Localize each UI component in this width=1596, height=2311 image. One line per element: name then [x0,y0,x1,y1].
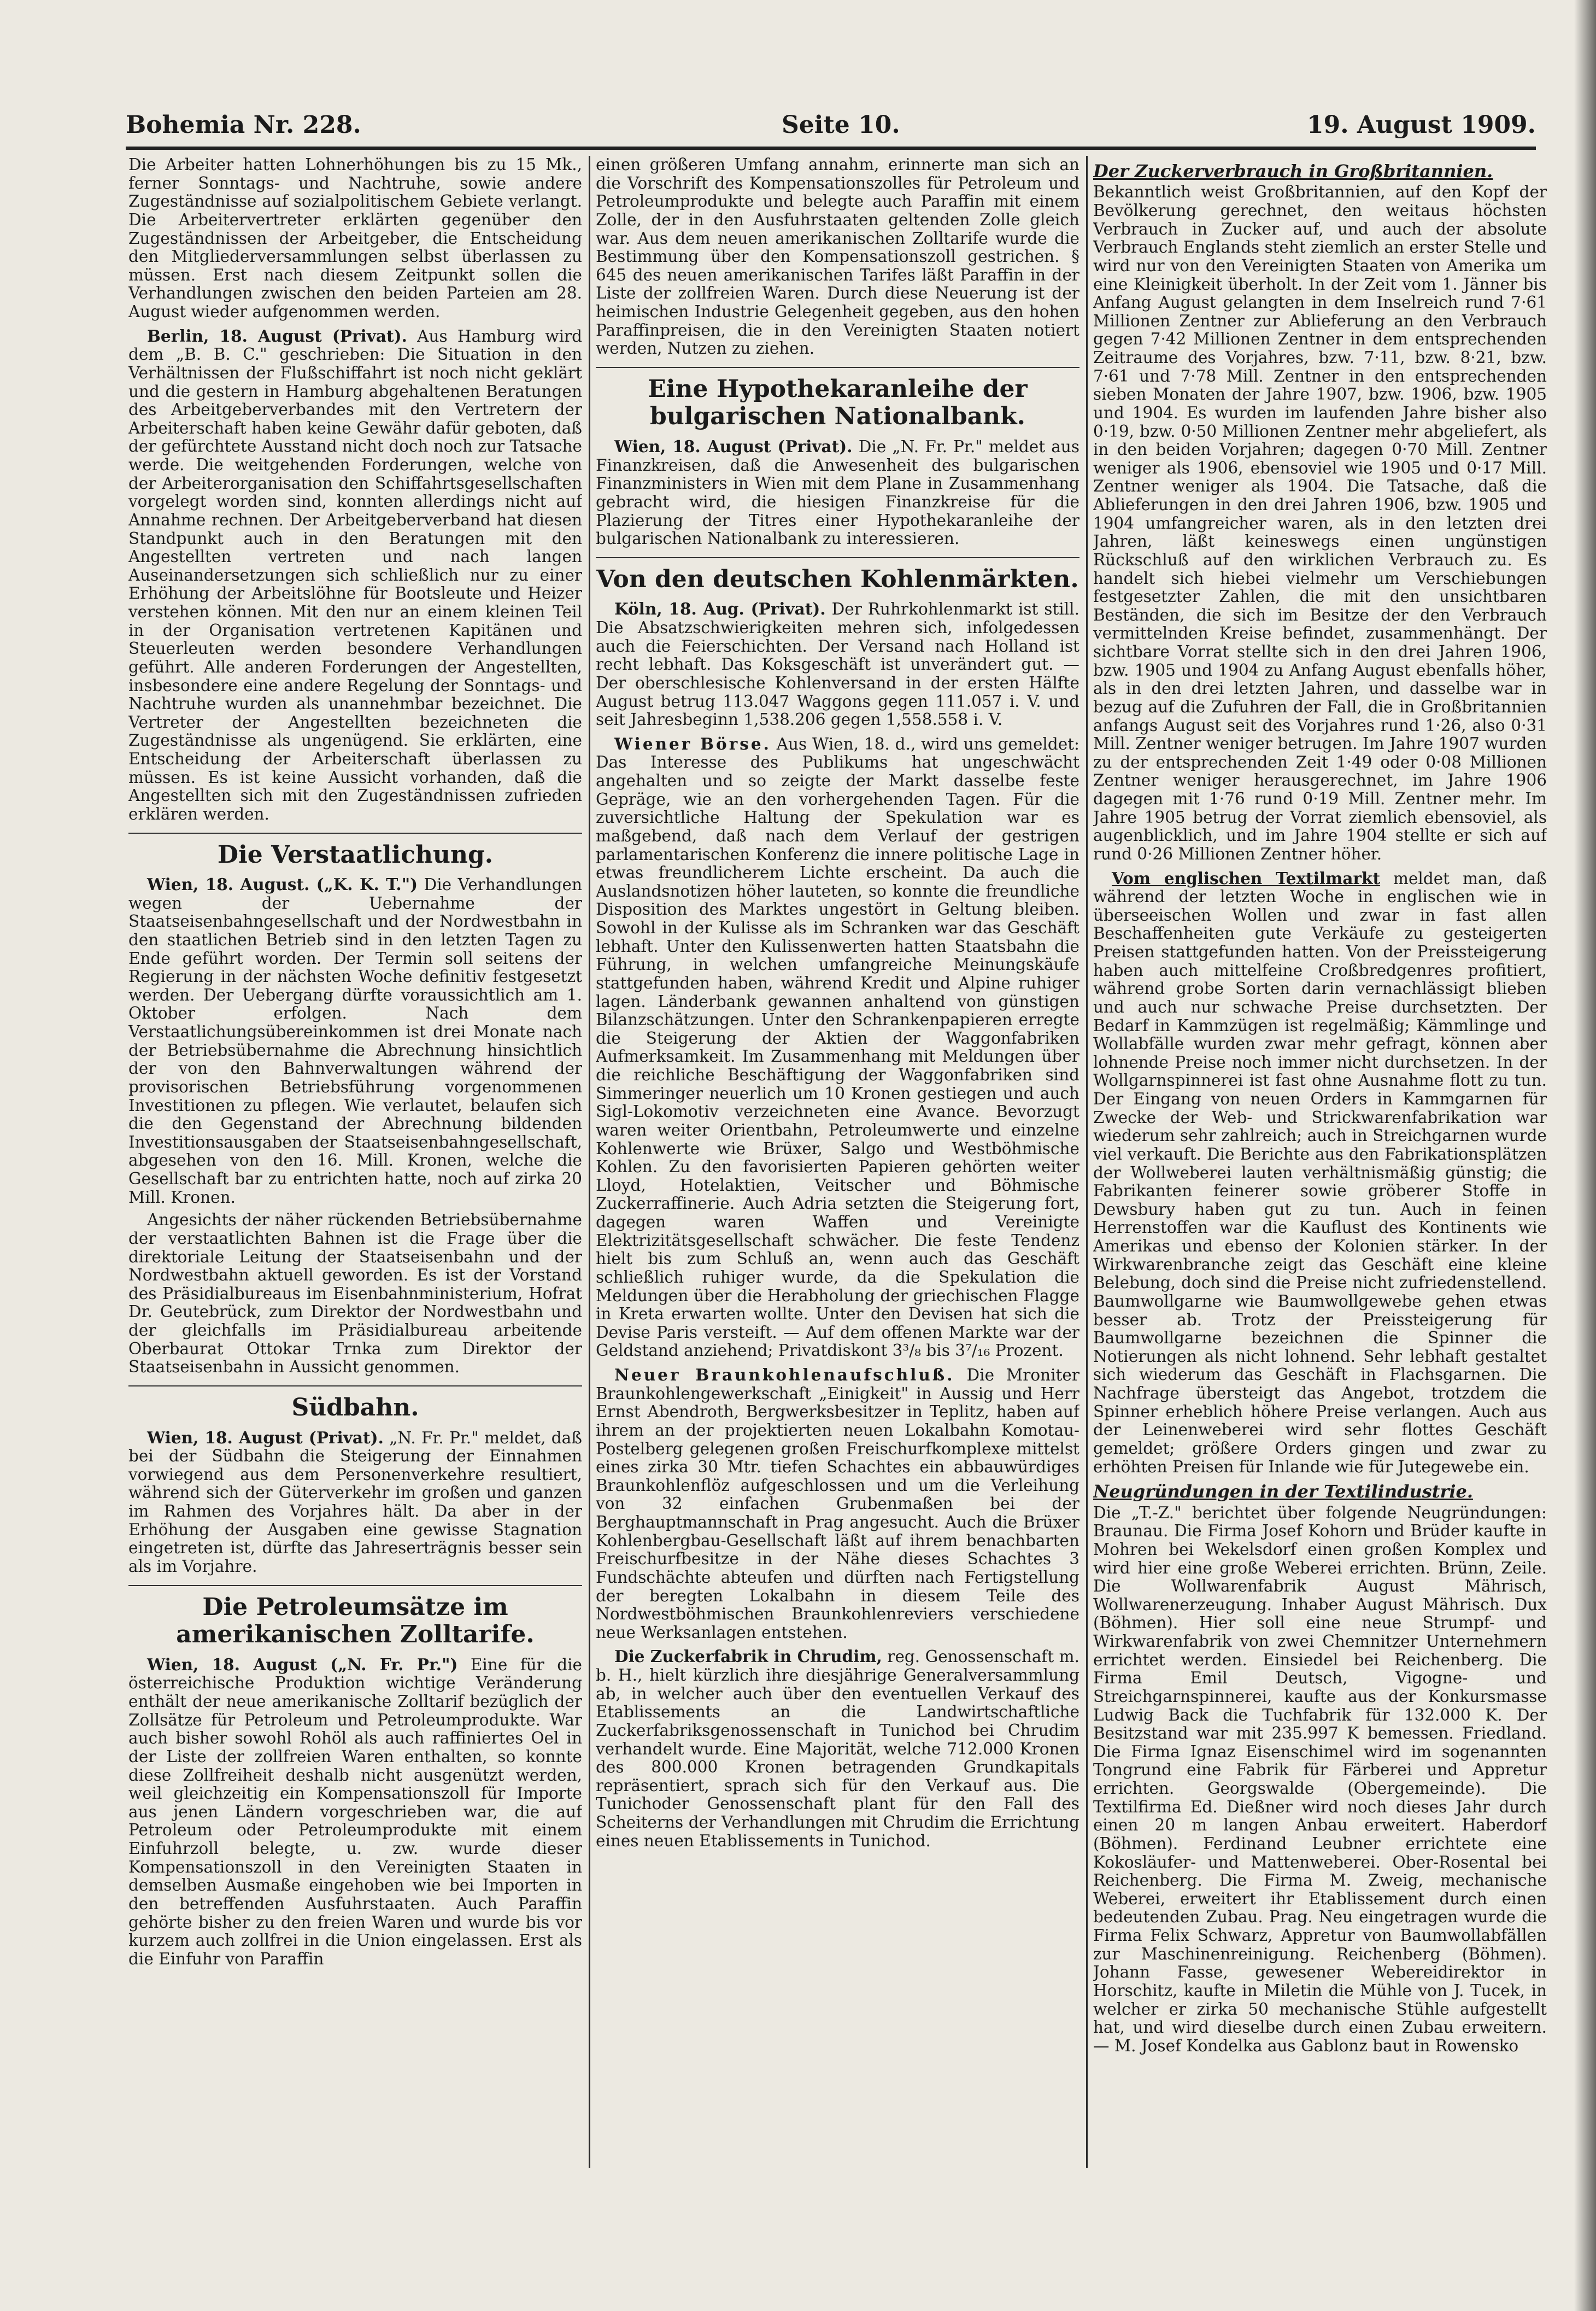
body-text: meldet man, daß während der letzten Woche in englischen wie in überseeischen Wollen und zwar in fast allen Beschaffenheiten gute Verkäufe zu gesteigerten Preisen stattgefunden hatten. Von der Preissteigerung haben auch mittelfeine Croßbredgenres profitiert, während grobe Sorten darin vernachlässigt blieben und auch nur schwache Preise durchsetzten. Der Bedarf in Kammzügen ist regelmäßig; Kämmlinge und Wollabfälle wurden zwar mehr gefragt, können aber lohnende Preise noch immer nicht durchsetzen. In der Wollgarnspinnerei ist fast ohne Ausnahme flott zu tun. Der Eingang von neuen Orders in Kammgarnen für Zwecke der Web- und Strickwarenfabrikation war wiederum sehr zahlreich; auch in Streichgarnen wurde viel verkauft. Die Berichte aus den Fabrikationsplätzen der Wollweberei lauten verhältnismäßig günstig; die Fabrikanten feinerer sowie gröberer Stoffe in Dewsbury haben gut zu tun. Auch in feinen Herrenstoffen war die Kauflust des Kontinents wie Amerikas und ebenso der Kolonien stärker. In der Wirkwarenbranche zeigt das Geschäft eine kleine Belebung, doch sind die Preise nicht zufriedenstellend. Baumwollgarne wie Baumwollgewebe gehen etwas besser ab. Trotz der Preissteigerung für Baumwollgarne bezeichnen die Spinner die Notierungen als nicht lohnend. Sehr lebhaft gestaltet sich wiederum das Geschäft in Flachsgarnen. Die Nachfrage übersteigt das Angebot, trotzdem die Spinner erheblich höhere Preise verlangen. Auch aus der Leinenweberei wird sehr flottes Geschäft gemeldet; größere Orders gingen und zwar zu erhöhten Preisen für Inlande wie für Jutegewebe ein. [1093,869,1547,1476]
headline-hypothekaranleihe: Eine Hypothekaranleihe der bulgarischen Nationalbank. [596,367,1079,431]
rubric-label: Wiener Börse. [614,734,771,753]
body-text: Der Ruhrkohlenmarkt ist still. Die Absatzschwierigkeiten mehren sich, infolgedessen auch die Feierschichten. Der Versand nach Holland ist recht lebhaft. Das Koksgeschäft ist unverändert gut. — Der oberschlesische Kohlenversand in der ersten Hälfte August betrug 113.047 Waggons gegen 111.057 i. V. und seit Jahresbeginn 1,538.206 gegen 1,558.558 i. V. [596,600,1079,729]
dateline: Wien, 18. August („N. Fr. Pr.") [147,1654,458,1674]
body-text: Aus Hamburg wird dem „B. B. C." geschrieben: Die Situation in den Verhältnissen der Flußschiffahrt ist noch nicht geklärt und die gestern in Hamburg abgehaltenen Beratungen des Arbeitgeberverbandes mit den Vertretern der Arbeiterschaft haben keine Gewähr dafür geboten, daß der gefürchtete Ausstand nicht doch noch zur Tatsache werde. Die weitgehenden Forderungen, welche von der Arbeiterorganisation den Schiffahrtsgesellschaften vorgelegt worden sind, konnten allerdings nicht auf Annahme rechnen. Der Arbeitgeberverband hat diesen Standpunkt auch in den Beratungen mit den Angestellten vertreten und nach langen Auseinandersetzungen sich schließlich nur zu einer Erhöhung der Arbeitslöhne für Bootsleute und Heizer verstehen können. Mit den nur an einem kleinen Teil in der Organisation vertretenen Kapitänen und Steuerleuten werden besondere Verhandlungen geführt. Alle anderen Forderungen der Angestellten, insbesondere eine andere Regelung der Sonntags- und Nachtruhe wurden als unannehmbar bezeichnet. Die Vertreter der Angestellten bezeichneten die Zugeständnisse als ungenügend. Sie erklärten, eine Entscheidung der Arbeiterschaft überlassen zu müssen. Es ist keine Aussicht vorhanden, daß die Angestellten sich mit den Zugeständnissen zufrieden erklären werden. [128,326,582,823]
article-hypothekaranleihe [596,437,1079,548]
dateline: Wien, 18. August. („K. K. T.") [147,875,418,894]
rubric-label: Die Zuckerfabrik in Chrudim, [614,1647,882,1666]
paragraph [128,875,582,1207]
article-petroleum-continued [596,156,1079,358]
body-text: Die Mroniter Braunkohlengewerkschaft „Einigkeit" in Aussig und Herr Ernst Abendroth, Bergwerksbesitzer in Teplitz, haben auf ihrem an der projektierten neuen Lokalbahn Komotau-Postelberg gelegenen großen Freischurfkomplexe mittelst eines zirka 30 Mtr. tiefen Schachtes ein abbauwürdiges Braunkohlenflöz aufgeschlossen und um die Verleihung von 32 einfachen Grubenmaßen bei der Berghauptmannschaft in Prag angesucht. Auch die Brüxer Kohlenbergbau-Gesellschaft läßt auf ihrem benachbarten Freischurfbesitze in der Nähe dieses Schachtes 3 Fundschächte abteufen und dürften nach Fertigstellung der beregten Lokalbahn in diesem Teile des Nordwestböhmischen Braunkohlenreviers verschiedene neue Werksanlagen entstehen. [596,1366,1079,1642]
article-suedbahn [128,1429,582,1576]
rubric-label: Neuer Braunkohlenaufschluß. [614,1365,955,1385]
paragraph: Angesichts der näher rückenden Betriebsübernahme der verstaatlichten Bahnen ist die Frage über die direktoriale Leitung der Staatseisenbahn und der Nordwestbahn aktuell geworden. Es ist der Vorstand des Präsidialbureaus im Eisenbahnministerium, Hofrat Dr. Geutebrück, zum Direktor der Nordwestbahn und der gleichfalls im Präsidialbureau arbeitende Oberbaurat Ottokar Trnka zum Direktor der Staatseisenbahn in Aussicht genommen. [128,1210,582,1377]
headline-zuckerverbrauch: Der Zuckerverbrauch in Großbritannien. [1093,161,1493,182]
article-verstaatlichung [128,875,582,1377]
dateline: Wien, 18. August (Privat). [147,1427,384,1447]
article-braunkohlenaufschluss [596,1366,1079,1642]
issue-label: Bohemia Nr. 228. [126,111,361,139]
body-text: Die Verhandlungen wegen der Uebernahme der Staatseisenbahngesellschaft und der Nordwestbahn in den staatlichen Betrieb sind in den letzten Tagen zu Ende geführt worden. Der Termin soll seitens der Regierung in der nächsten Woche definitiv festgesetzt werden. Der Uebergang dürfte voraussichtlich am 1. Oktober erfolgen. Nach dem Verstaatlichungsübereinkommen ist drei Monate nach der Betriebsübernahme die Abrechnung hinsichtlich der von den Bahnverwaltungen während der provisorischen Betriebsführung vorgenommenen Investitionen zu pflegen. Wie verlautet, belaufen sich die den Gegenstand der Abrechnung bildenden Investitionsausgaben der Staatseisenbahngesellschaft, abgesehen von den 16. Mill. Kronen, welche die Gesellschaft bar zu entrichten hatte, noch auf zirka 20 Mill. Kronen. [128,875,582,1207]
rubric-label: Vom englischen Textilmarkt [1112,868,1381,888]
paragraph [1093,869,1547,1477]
column-3 [1093,156,1547,2168]
article-kohlenmaerkte [596,600,1079,729]
headline-verstaatlichung: Die Verstaatlichung. [128,833,582,869]
issue-date: 19. August 1909. [1307,111,1536,139]
article-continuation [128,156,582,321]
paragraph [128,1429,582,1576]
article-wiener-boerse [596,735,1079,1360]
article-zuckerfabrik-chrudim [596,1647,1079,1850]
headline-kohlenmaerkte: Von den deutschen Kohlenmärkten. [596,557,1079,594]
column-divider [589,156,590,2168]
paragraph [128,1655,582,1969]
body-text: Aus Wien, 18. d., wird uns gemeldet: Das Interesse des Publikums hat ungeschwächt angehalten und so zeigte der Markt dasselbe feste Gepräge, wie an den vorhergehenden Tagen. Für die zuversichtliche Haltung der Spekulation war es maßgebend, daß nach dem Verlauf der gestrigen parlamentarischen Konferenz die innere politische Lage in etwas freundlicherem Lichte erscheint. Da auch die Auslandsnotizen höher lauteten, so konnte die freundliche Disposition des Marktes ungestört in Geltung bleiben. Sowohl in der Kulisse als im Schranken war das Geschäft lebhaft. Unter den Kulissenwerten hatten Staatsbahn die Führung, in welchen umfangreiche Meinungskäufe stattgefunden haben, während Kredit und Alpine ruhiger lagen. Länderbank gewannen anhaltend von günstigen Bilanzschätzungen. Unter den Schrankenpapieren erregte die Steigerung der Aktien der Waggonfabriken Aufmerksamkeit. Im Zusammenhang mit Meldungen über die reichliche Beschäftigung der Waggonfabriken sind Simmeringer neuerlich um 10 Kronen gestiegen und auch Sigl-Lokomotiv verzeichneten eine Avance. Bevorzugt waren weiter Orientbahn, Petroleumwerte und einzelne Kohlenwerte wie Brüxer, Salgo und Westböhmische Kohlen. Zu den favorisierten Papieren gehörten weiter Lloyd, Hotelaktien, Veitscher und Böhmische Zuckerraffinerie. Auch Adria setzten die Steigerung fort, dagegen waren Waffen und Vereinigte Elektrizitätsgesellschaft schwächer. Die feste Tendenz hielt bis zum Schluß an, wenn auch das Geschäft schließlich ruhiger wurde, da die Spekulation die Meldungen über die Herabholung der griechischen Flagge in Kreta erwarten wollte. Unter den Devisen hat sich die Devise Paris versteift. — Auf dem offenen Markte war der Geldstand anziehend; Privatdiskont 3³/₈ bis 3⁷/₁₆ Prozent. [596,734,1079,1360]
paragraph [596,437,1079,548]
column-divider [1086,156,1088,2168]
column-2 [596,156,1079,2168]
paragraph: einen größeren Umfang annahm, erinnerte man sich an die Vorschrift des Kompensationszolles für Petroleum und Petroleumprodukte und belegte auch Paraffin mit einem Zolle, der in den Ausfuhrstaaten geltenden Zolle gleich war. Aus dem neuen amerikanischen Zolltarife wurde die Bestimmung über den Kompensationszoll gestrichen. § 645 des neuen amerikanischen Tarifes läßt Paraffin in der Liste der zollfreien Waren. Durch diese Neuerung ist der heimischen Industrie Gelegenheit gegeben, aus den hohen Paraffinpreisen, die in den Vereinigten Staaten notiert werden, Nutzen zu ziehen. [596,156,1079,358]
body-text: Die „N. Fr. Pr." meldet aus Finanzkreisen, daß die Anwesenheit des bulgarischen Finanzministers in Wien mit dem Plane in Zusammenhang gebracht wird, die hiesigen Finanzkreise für die Plazierung der Titres einer Hypothekaranleihe der bulgarischen Nationalbank zu interessieren. [596,437,1079,548]
column-1 [128,156,582,2168]
paragraph [128,327,582,824]
paragraph: Die „T.-Z." berichtet über folgende Neugründungen: Braunau. Die Firma Josef Kohorn und Brüder kaufte in Mohren bei Wekelsdorf einen großen Komplex und wird hier eine große Weberei errichten. Brünn, Zeile. Die Wollwarenfabrik August Mährisch, Wollwarenerzeugung. Inhaber August Mährisch. Dux (Böhmen). Hier soll eine neue Strumpf- und Wirkwarenfabrik von zwei Chemnitzer Unternehmern errichtet werden. Einsiedel bei Reichenberg. Die Firma Emil Deutsch, Vigogne- und Streichgarnspinnerei, kaufte aus der Konkursmasse Ludwig Back die Tuchfabrik für 132.000 K. Der Besitzstand war mit 235.997 K bemessen. Friedland. Die Firma Ignaz Eisenschimel wird im sogenannten Tongrund eine Fabrik für Färberei und Appretur errichten. Georgswalde (Obergemeinde). Die Textilfirma Ed. Dießner wird noch dieses Jahr durch einen 20 m langen Anbau erweitert. Haberdorf (Böhmen). Ferdinand Leubner errichtete eine Kokosläufer- und Mattenweberei. Ober-Rosental bei Reichenberg. Die Firma M. Zweig, mechanische Weberei, erweitert ihr Etablissement durch einen bedeutenden Zubau. Prag. Neu eingetragen wurde die Firma Felix Schwarz, Appretur von Baumwollabfällen zur Maschinenreinigung. Reichenberg (Böhmen). Johann Fasse, gewesener Webereidirektor in Horschitz, kaufte in Miletin die Mühle von J. Tucek, in welcher er zirka 50 mechanische Stühle aufgestellt hat, und wird dieselbe durch einen Zubau erweitern. — M. Josef Kondelka aus Gablonz baut in Rowensko [1093,1503,1547,2055]
paragraph [596,735,1079,1360]
article-neugruendungen [1093,1504,1547,2056]
dateline: Wien, 18. August (Privat). [614,437,853,457]
dateline: Köln, 18. Aug. (Privat). [614,599,826,619]
scan-edge-shadow [1574,0,1596,2311]
header-rule [126,147,1536,150]
article-zuckerverbrauch [1093,183,1547,863]
article-petroleum [128,1655,582,1969]
dateline: Berlin, 18. August (Privat). [147,326,407,346]
paragraph [596,1647,1079,1850]
paragraph [596,600,1079,729]
body-text: Eine für die österreichische Produktion wichtige Veränderung enthält der neue amerikanische Zolltarif bezüglich der Zollsätze für Petroleum und Petroleumprodukte. War auch bisher sowohl Rohöl als auch raffiniertes Oel in der Liste der zollfreien Waren enthalten, so konnte diese Zollfreiheit deshalb nicht ausgenützt werden, weil gleichzeitig ein Kompensationszoll für Importe aus jenen Ländern vorgeschrieben war, die auf Petroleum oder Petroleumprodukte mit einem Einfuhrzoll belegte, u. zw. wurde dieser Kompensationszoll in den Vereinigten Staaten in demselben Ausmaße eingehoben wie bei Importen in den betreffenden Ausfuhrstaaten. Auch Paraffin gehörte bisher zu den freien Waren und wurde bis vor kurzem auch zollfrei in die Union eingelassen. Erst als die Einfuhr von Paraffin [128,1655,582,1968]
paragraph: Die Arbeiter hatten Lohnerhöhungen bis zu 15 Mk., ferner Sonntags- und Nachtruhe, sowie andere Zugeständnisse auf sozialpolitischem Gebiete verlangt. Die Arbeitervertreter erklärten gegenüber den Zugeständnissen der Arbeitgeber, die Entscheidung den Mitgliederversammlungen selbst überlassen zu müssen. Erst nach diesem Zeitpunkt sollen die Verhandlungen zwischen den beiden Parteien am 28. August wieder aufgenommen werden. [128,156,582,321]
headline-neugruendungen: Neugründungen in der Textilindustrie. [1093,1481,1474,1502]
body-text: „N. Fr. Pr." meldet, daß bei der Südbahn die Steigerung der Einnahmen vorwiegend aus dem Personenverkehre resultiert, während sich der Güterverkehr im großen und ganzen im Rahmen des Vorjahres hält. Da aber in der Erhöhung der Ausgaben eine gewisse Stagnation eingetreten ist, dürfte das Jahreserträgnis besser sein als im Vorjahre. [128,1428,582,1576]
article-berlin [128,327,582,824]
article-textilmarkt [1093,869,1547,1477]
paragraph: Bekanntlich weist Großbritannien, auf den Kopf der Bevölkerung gerechnet, den weitaus höchsten Verbrauch in Zucker auf, und auch der absolute Verbrauch Englands steht ziemlich an erster Stelle und wird nur von den Vereinigten Staaten von Amerika um eine Kleinigkeit überholt. In der Zeit vom 1. Jänner bis Anfang August gelangten in dem Inselreich rund 7·61 Millionen Zentner zur Ablieferung an den Verbrauch gegen 7·42 Millionen Zentner in dem entsprechenden Zeitraume des Vorjahres, bzw. 7·11, bzw. 8·21, bzw. 7·61 und 7·78 Mill. Zentner in den entsprechenden sieben Monaten der Jahre 1907, bzw. 1906, bzw. 1905 und 1904. Es wurden im laufenden Jahre bisher also 0·19, bzw. 0·50 Millionen Zentner mehr abgeliefert, als in den beiden Vorjahren; dagegen 0·70 Mill. Zentner weniger als 1906, ebensoviel wie 1905 und 0·17 Mill. Zentner weniger als 1904. Die Tatsache, daß die Ablieferungen in den drei Jahren 1906, bzw. 1905 und 1904 umfangreicher waren, als in den letzten drei Jahren, läßt keineswegs einen ungünstigen Rückschluß auf den wirklichen Verbrauch zu. Es handelt sich hiebei vielmehr um Verschiebungen festgesetzter Zahlen, die mit den unsichtbaren Beständen, die sich im Besitze der den Verbrauch vermittelnden Kreise befindet, zusammenhängt. Der sichtbare Vorrat stellte sich in den drei Jahren 1906, bzw. 1905 und 1904 zu Anfang August ebenfalls höher, als in den drei letzten Jahren, und dasselbe war in bezug auf die Zufuhren der Fall, die in Großbritannien anfangs August seit des Vorjahres rund 1·26, also 0·31 Mill. Zentner weniger betrugen. Im Jahre 1907 wurden zu der entsprechenden Zeit 1·49 oder 0·08 Millionen Zentner weniger herausgerechnet, im Jahre 1906 dagegen mit 1·76 rund 0·19 Mill. Zentner mehr. Im Jahre 1905 betrug der Vorrat ziemlich ebensoviel, als augenblicklich, und im Jahre 1904 stellte er sich auf rund 0·26 Millionen Zentner höher. [1093,183,1547,863]
page-header [126,107,1536,150]
headline-petroleum: Die Petroleumsätze im amerikanischen Zolltarife. [128,1585,582,1649]
paragraph [596,1366,1079,1642]
headline-suedbahn: Südbahn. [128,1385,582,1422]
page-number: Seite 10. [782,111,900,139]
body-text: reg. Genossenschaft m. b. H., hielt kürzlich ihre diesjährige Generalversammlung ab, in welcher auch über den eventuellen Verkauf des Etablissements an die Landwirtschaftliche Zuckerfabriksgenossenschaft in Tunichod bei Chrudim verhandelt wurde. Eine Majorität, welche 712.000 Kronen des 800.000 Kronen betragenden Grundkapitals repräsentiert, sprach sich für den Verkauf aus. Die Tunichoder Genossenschaft plant für den Fall des Scheiterns der Verhandlungen mit Chrudim die Errichtung eines neuen Etablissements in Tunichod. [596,1647,1079,1850]
